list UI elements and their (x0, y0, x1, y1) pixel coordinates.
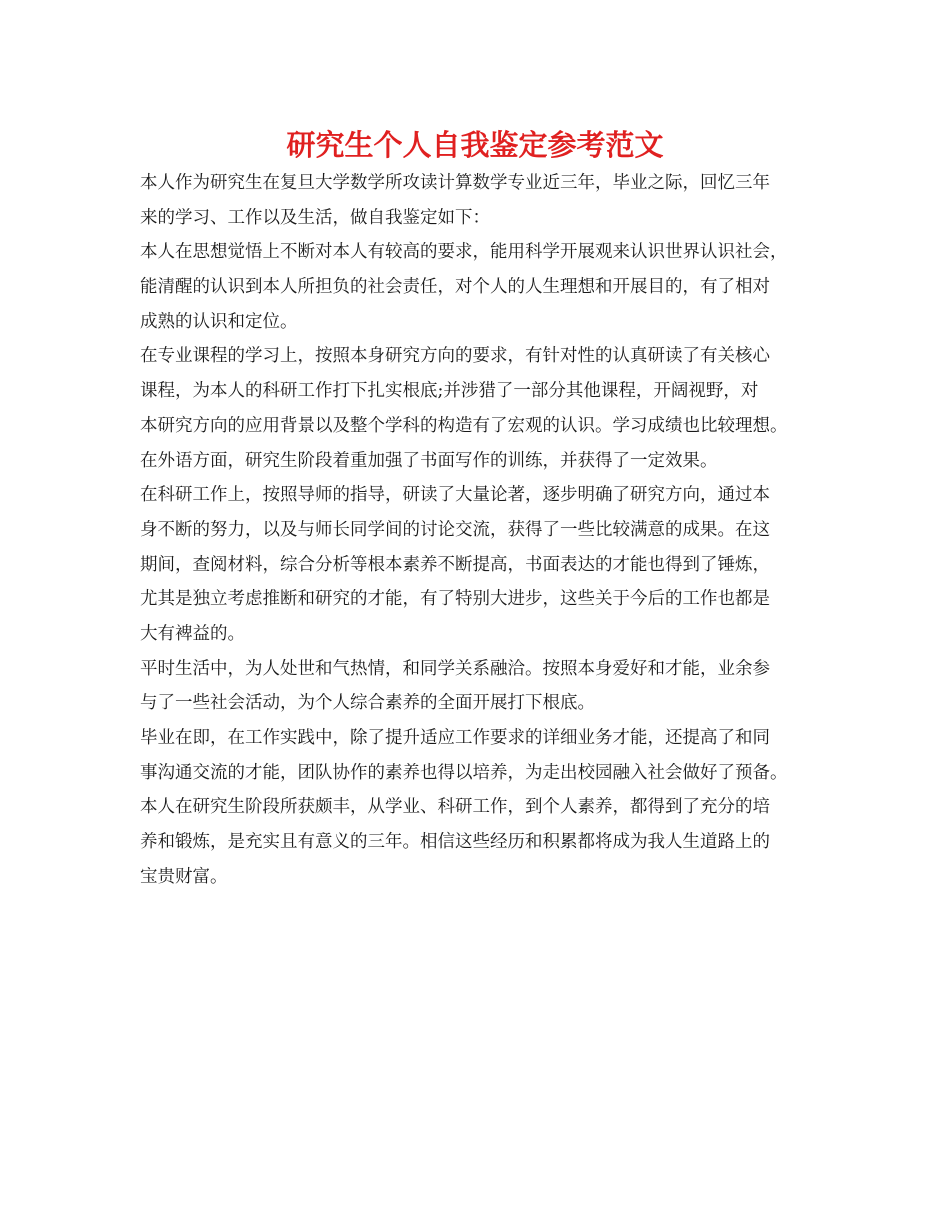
text-line: 本研究方向的应用背景以及整个学科的构造有了宏观的认识。学习成绩也比较理想。 (140, 415, 788, 436)
text-line: 在专业课程的学习上，按照本身研究方向的要求，有针对性的认真研读了有关核心 (140, 346, 770, 367)
text-line: 在外语方面，研究生阶段着重加强了书面写作的训练，并获得了一定效果。 (140, 450, 718, 471)
text-line: 与了一些社会活动，为个人综合素养的全面开展打下根底。 (140, 693, 595, 714)
document-title: 研究生个人自我鉴定参考范文 (286, 128, 664, 162)
text-line: 能清醒的认识到本人所担负的社会责任，对个人的人生理想和开展目的，有了相对 (140, 277, 770, 298)
text-line: 身不断的努力，以及与师长同学间的讨论交流，获得了一些比较满意的成果。在这 (140, 519, 770, 540)
paragraph-coursework (140, 339, 820, 478)
text-line: 成熟的认识和定位。 (140, 311, 298, 332)
text-line: 平时生活中，为人处世和气热情，和同学关系融洽。按照本身爱好和才能，业余参 (140, 658, 770, 679)
paragraph-research (140, 478, 820, 651)
text-line: 本人在思想觉悟上不断对本人有较高的要求，能用科学开展观来认识世界认识社会， (140, 242, 788, 263)
paragraph-graduation (140, 721, 820, 790)
text-line: 养和锻炼，是充实且有意义的三年。相信这些经历和积累都将成为我人生道路上的 (140, 832, 770, 853)
text-line: 尤其是独立考虑推断和研究的才能，有了特别大进步，这些关于今后的工作也都是 (140, 589, 770, 610)
text-line: 在科研工作上，按照导师的指导，研读了大量论著，逐步明确了研究方向，通过本 (140, 485, 770, 506)
text-line: 事沟通交流的才能，团队协作的素养也得以培养，为走出校园融入社会做好了预备。 (140, 762, 788, 783)
document-body (140, 166, 820, 894)
text-line: 大有裨益的。 (140, 623, 245, 644)
text-line: 本人在研究生阶段所获颇丰，从学业、科研工作，到个人素养，都得到了充分的培 (140, 797, 770, 818)
paragraph-conclusion (140, 790, 820, 894)
text-line: 本人作为研究生在复旦大学数学所攻读计算数学专业近三年，毕业之际，回忆三年 (140, 173, 770, 193)
text-line: 来的学习、工作以及生活，做自我鉴定如下： (140, 207, 490, 228)
paragraph-daily-life (140, 652, 820, 721)
paragraph-ideology (140, 235, 820, 339)
text-line: 毕业在即，在工作实践中，除了提升适应工作要求的详细业务才能，还提高了和同 (140, 728, 770, 748)
text-line: 课程，为本人的科研工作打下扎实根底;并涉猎了一部分其他课程，开阔视野，对 (140, 381, 759, 402)
text-line: 宝贵财富。 (140, 866, 228, 887)
text-line: 期间，查阅材料，综合分析等根本素养不断提高，书面表达的才能也得到了锤炼， (140, 554, 770, 575)
paragraph-intro (140, 166, 820, 235)
